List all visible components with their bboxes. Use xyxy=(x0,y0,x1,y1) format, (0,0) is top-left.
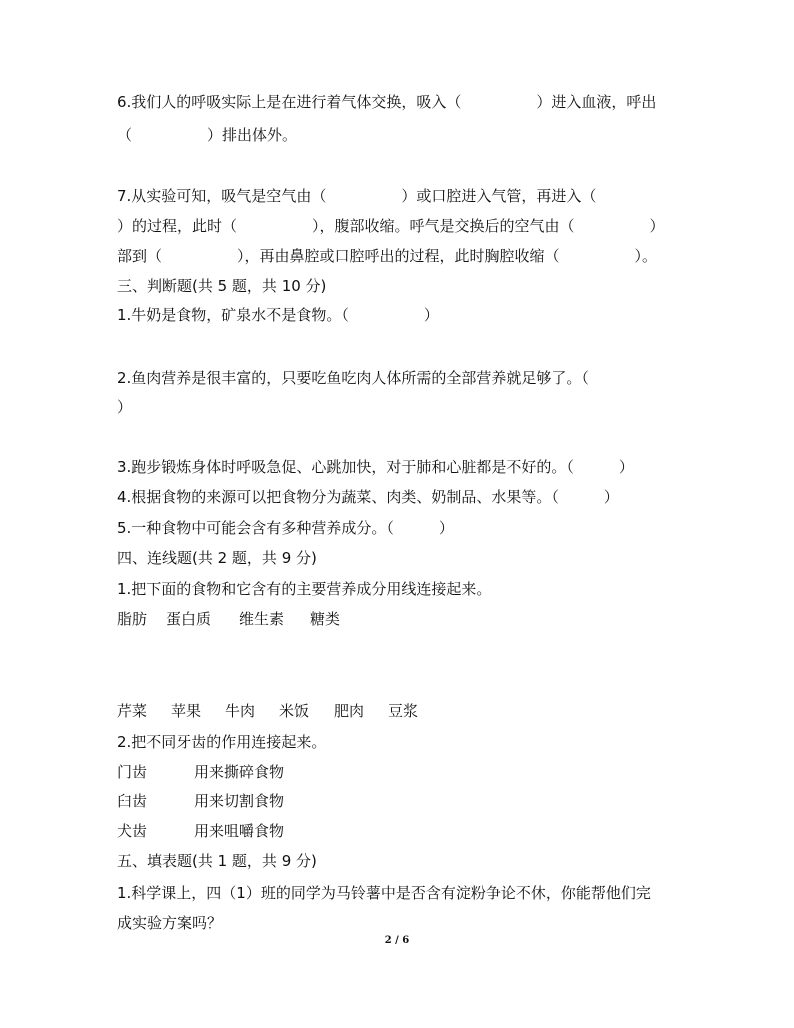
q6-line-2: （ ）排出体外。 xyxy=(117,126,298,144)
section3-heading: 三、判断题(共 5 题，共 10 分) xyxy=(117,277,327,295)
tooth-row xyxy=(117,790,284,812)
nutrient-list xyxy=(117,608,340,630)
judge-q3: 3.跑步锻炼身体时呼吸急促、心跳加快，对于肺和心脏都是不好的。（ ） xyxy=(117,458,634,476)
food-item: 牛肉 xyxy=(225,702,256,720)
judge-q2-line-1: 2.鱼肉营养是很丰富的，只要吃鱼吃肉人体所需的全部营养就足够了。（ xyxy=(117,369,589,387)
food-item: 芹菜 xyxy=(117,702,148,720)
food-item: 苹果 xyxy=(171,702,202,720)
tooth-row xyxy=(117,820,284,842)
tooth-name: 臼齿 xyxy=(117,792,148,810)
table-q1-line-2: 成实验方案吗？ xyxy=(117,914,223,932)
judge-q5: 5.一种食物中可能会含有多种营养成分。（ ） xyxy=(117,519,454,537)
tooth-function: 用来咀嚼食物 xyxy=(194,822,285,840)
section5-heading: 五、填表题(共 1 题，共 9 分) xyxy=(117,852,317,870)
nutrient-item: 维生素 xyxy=(239,610,285,628)
match-q2-text: 2.把不同牙齿的作用连接起来。 xyxy=(117,733,327,751)
food-item: 肥肉 xyxy=(334,702,365,720)
match-q1-text: 1.把下面的食物和它含有的主要营养成分用线连接起来。 xyxy=(117,580,492,598)
q6-line-1: 6.我们人的呼吸实际上是在进行着气体交换，吸入（ ）进入血液，呼出 xyxy=(117,93,657,111)
nutrient-item: 脂肪 xyxy=(117,610,148,628)
tooth-row xyxy=(117,761,284,783)
tooth-name: 犬齿 xyxy=(117,822,148,840)
page-number: 2 / 6 xyxy=(384,935,410,946)
judge-q2-line-2: ） xyxy=(117,398,133,416)
food-list xyxy=(117,700,418,722)
q7-line-2: ）的过程，此时（ ），腹部收缩。呼气是交换后的空气由（ ） xyxy=(117,217,665,235)
food-item: 豆浆 xyxy=(388,702,419,720)
tooth-function: 用来撕碎食物 xyxy=(194,763,285,781)
nutrient-item: 糖类 xyxy=(310,610,341,628)
nutrient-item: 蛋白质 xyxy=(166,610,212,628)
table-q1-line-1: 1.科学课上，四（1）班的同学为马铃薯中是否含有淀粉争论不休，你能帮他们完 xyxy=(117,884,651,902)
food-item: 米饭 xyxy=(279,702,310,720)
judge-q1: 1.牛奶是食物，矿泉水不是食物。（ ） xyxy=(117,306,439,324)
judge-q4: 4.根据食物的来源可以把食物分为蔬菜、肉类、奶制品、水果等。（ ） xyxy=(117,488,619,506)
tooth-function: 用来切割食物 xyxy=(194,792,285,810)
q7-line-1: 7.从实验可知，吸气是空气由（ ）或口腔进入气管，再进入（ xyxy=(117,187,597,205)
section4-heading: 四、连线题(共 2 题，共 9 分) xyxy=(117,549,317,567)
tooth-name: 门齿 xyxy=(117,763,148,781)
q7-line-3: 部到（ ），再由鼻腔或口腔呼出的过程，此时胸腔收缩（ ）。 xyxy=(117,247,658,265)
